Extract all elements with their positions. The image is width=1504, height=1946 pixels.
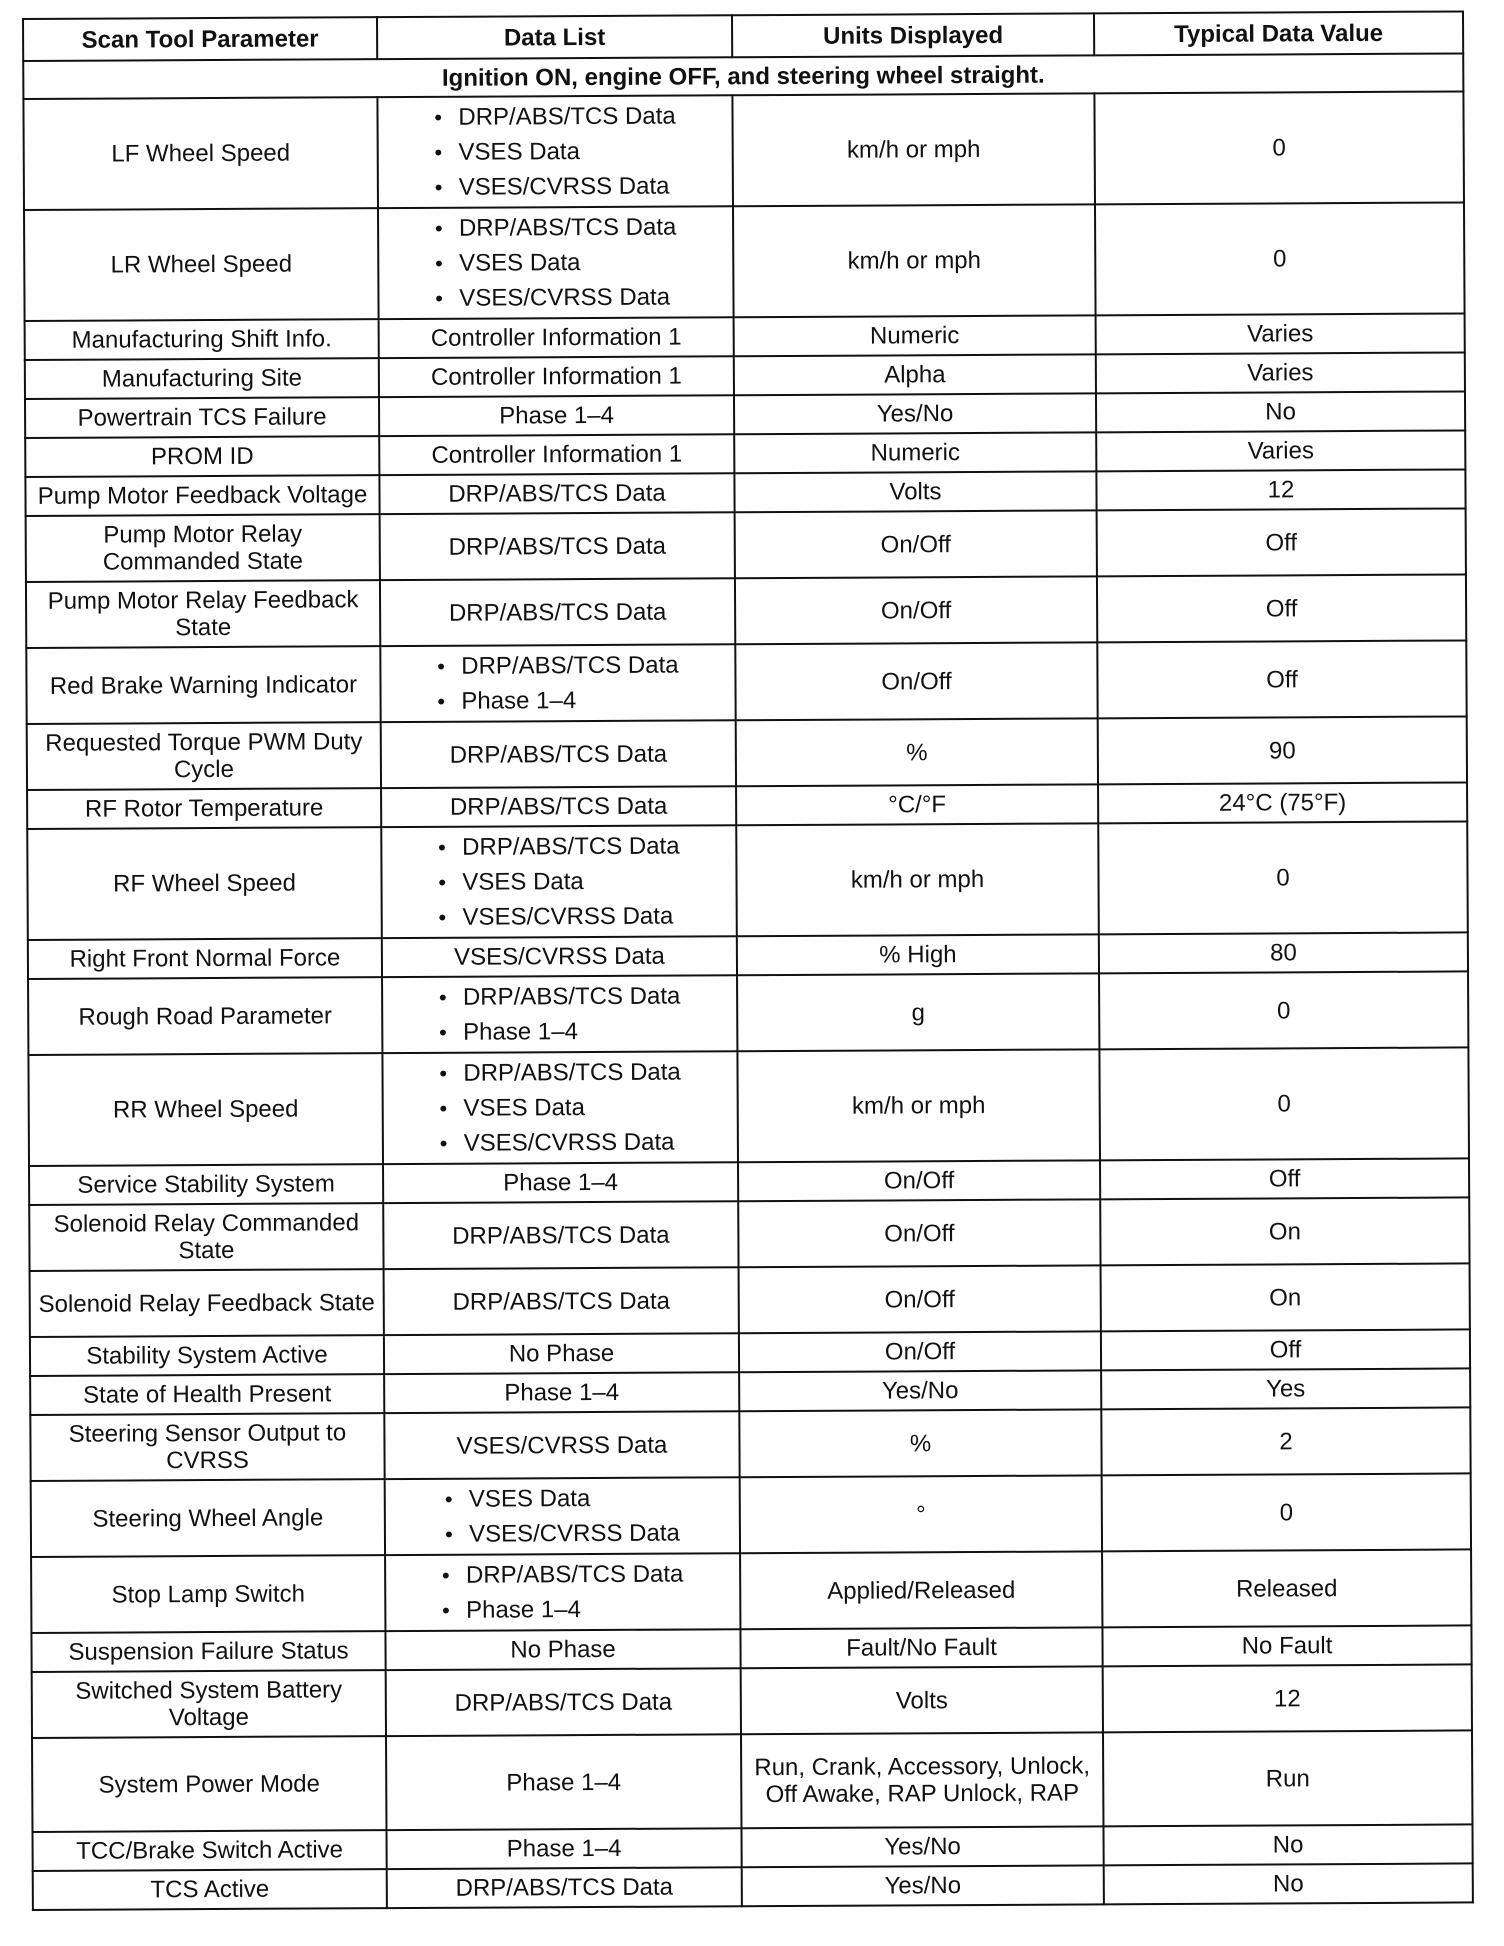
- typical-data-value-cell: 0: [1099, 971, 1468, 1049]
- data-list-item: Controller Information 1: [430, 323, 682, 352]
- scan-tool-parameter-cell: LF Wheel Speed: [23, 97, 378, 210]
- units-displayed-cell: On/Off: [735, 510, 1097, 578]
- scan-tool-parameter-cell: Pump Motor Relay Commanded State: [26, 514, 380, 582]
- data-list-cell: [377, 95, 733, 208]
- units-displayed-cell: On/Off: [735, 642, 1097, 720]
- typical-data-value-cell: 0: [1095, 202, 1465, 315]
- data-list-item: • VSES Data: [434, 134, 676, 170]
- typical-data-value-cell: Off: [1100, 1158, 1469, 1199]
- scan-tool-parameter-cell: RR Wheel Speed: [28, 1053, 383, 1166]
- scan-tool-parameter-cell: PROM ID: [25, 436, 379, 477]
- table-row: [30, 1263, 1470, 1337]
- units-displayed-cell: Numeric: [734, 315, 1096, 356]
- table-row: [31, 1473, 1471, 1557]
- header-scan-tool-parameter: Scan Tool Parameter: [23, 17, 377, 61]
- scan-tool-data-table: [22, 10, 1474, 1911]
- typical-data-value-cell: No: [1096, 391, 1465, 432]
- data-list-cell: [383, 1162, 738, 1203]
- typical-data-value-cell: Varies: [1096, 352, 1465, 393]
- data-list-item: Phase 1–4: [504, 1378, 620, 1407]
- scan-tool-parameter-cell: Manufacturing Shift Info.: [25, 319, 379, 360]
- units-displayed-cell: km/h or mph: [733, 204, 1096, 317]
- scan-tool-parameter-cell: Requested Torque PWM Duty Cycle: [27, 722, 381, 790]
- typical-data-value-cell: Off: [1097, 640, 1466, 718]
- table-row: [27, 716, 1467, 790]
- units-displayed-cell: Yes/No: [734, 393, 1096, 434]
- data-list-item: DRP/ABS/TCS Data: [448, 479, 666, 508]
- data-list-cell: [380, 512, 735, 580]
- units-displayed-cell: %: [739, 1409, 1101, 1477]
- units-displayed-cell: Volts: [734, 471, 1096, 512]
- data-list-bullets: [439, 1055, 681, 1161]
- units-displayed-cell: g: [737, 973, 1099, 1051]
- scan-tool-parameter-cell: Switched System Battery Voltage: [32, 1670, 386, 1738]
- data-list-item: • VSES/CVRSS Data: [445, 1516, 680, 1552]
- data-list-cell: [384, 1372, 739, 1413]
- units-displayed-cell: On/Off: [739, 1265, 1101, 1333]
- data-list-item: DRP/ABS/TCS Data: [449, 792, 668, 821]
- table-row: [32, 1730, 1472, 1832]
- header-row: [23, 11, 1463, 61]
- data-list-cell: [385, 1477, 740, 1555]
- typical-data-value-cell: 90: [1098, 716, 1467, 784]
- scan-tool-parameter-cell: LR Wheel Speed: [24, 208, 379, 321]
- data-list-bullets: [442, 1557, 684, 1628]
- scan-tool-parameter-cell: TCC/Brake Switch Active: [32, 1830, 386, 1871]
- data-list-cell: [386, 1828, 741, 1869]
- data-list-item: DRP/ABS/TCS Data: [449, 740, 668, 769]
- typical-data-value-cell: No Fault: [1102, 1625, 1471, 1666]
- data-list-cell: [384, 1267, 739, 1335]
- typical-data-value-cell: 80: [1099, 932, 1468, 973]
- data-list-item: • DRP/ABS/TCS Data: [434, 99, 676, 135]
- data-list-cell: [385, 1629, 740, 1670]
- table-row: [29, 1197, 1469, 1271]
- typical-data-value-cell: 0: [1102, 1473, 1471, 1551]
- table-row: [27, 821, 1468, 940]
- typical-data-value-cell: 0: [1094, 91, 1464, 204]
- data-list-cell: [384, 1411, 739, 1479]
- scan-tool-parameter-cell: Powertrain TCS Failure: [25, 397, 379, 438]
- data-list-item: • VSES Data: [439, 1090, 681, 1126]
- data-list-item: • DRP/ABS/TCS Data: [435, 210, 677, 246]
- table-row: [23, 91, 1464, 210]
- table-row: [32, 1664, 1472, 1738]
- table-row: [24, 202, 1465, 321]
- data-list-cell: [379, 395, 734, 436]
- data-list-cell: [387, 1867, 742, 1908]
- table-row: [28, 1047, 1469, 1166]
- header-data-list: Data List: [377, 15, 732, 59]
- table-row: [26, 574, 1466, 648]
- scan-tool-parameter-cell: Solenoid Relay Commanded State: [29, 1203, 383, 1271]
- data-list-item: • Phase 1–4: [439, 1014, 681, 1050]
- scan-tool-parameter-cell: Stability System Active: [30, 1335, 384, 1376]
- data-list-item: • VSES/CVRSS Data: [438, 899, 680, 935]
- scan-tool-data-sheet: [22, 10, 1472, 1911]
- units-displayed-cell: Yes/No: [739, 1370, 1101, 1411]
- data-list-item: • VSES Data: [445, 1481, 680, 1517]
- data-list-cell: [379, 356, 734, 397]
- scan-tool-parameter-cell: RF Rotor Temperature: [27, 788, 381, 829]
- typical-data-value-cell: 12: [1096, 469, 1465, 510]
- scan-tool-parameter-cell: Right Front Normal Force: [28, 938, 382, 979]
- table-body: [23, 53, 1473, 1910]
- data-list-item: Controller Information 1: [431, 440, 683, 469]
- data-list-item: DRP/ABS/TCS Data: [452, 1287, 670, 1316]
- data-list-cell: [380, 644, 735, 722]
- scan-tool-parameter-cell: Pump Motor Relay Feedback State: [26, 580, 380, 648]
- data-list-cell: [381, 786, 736, 827]
- units-displayed-cell: Numeric: [734, 432, 1096, 473]
- units-displayed-cell: Yes/No: [742, 1865, 1104, 1906]
- typical-data-value-cell: 0: [1098, 821, 1468, 934]
- data-list-cell: [382, 936, 737, 977]
- table-row: [31, 1549, 1471, 1633]
- data-list-cell: [381, 720, 736, 788]
- data-list-cell: [384, 1333, 739, 1374]
- units-displayed-cell: Fault/No Fault: [740, 1627, 1102, 1668]
- typical-data-value-cell: Released: [1102, 1549, 1471, 1627]
- scan-tool-parameter-cell: Manufacturing Site: [25, 358, 379, 399]
- units-displayed-cell: On/Off: [739, 1331, 1101, 1372]
- typical-data-value-cell: 2: [1101, 1407, 1470, 1475]
- data-list-bullets: [445, 1481, 680, 1552]
- data-list-item: No Phase: [510, 1635, 616, 1664]
- data-list-item: DRP/ABS/TCS Data: [448, 598, 667, 627]
- table-row: [33, 1863, 1473, 1910]
- data-list-item: • VSES/CVRSS Data: [435, 280, 677, 316]
- data-list-cell: [379, 473, 734, 514]
- data-list-item: No Phase: [508, 1339, 615, 1368]
- scan-tool-parameter-cell: System Power Mode: [32, 1736, 386, 1832]
- units-displayed-cell: On/Off: [738, 1160, 1100, 1201]
- scan-tool-parameter-cell: Steering Wheel Angle: [31, 1479, 385, 1557]
- scan-tool-parameter-cell: State of Health Present: [30, 1374, 384, 1415]
- data-list-item: • VSES Data: [438, 864, 680, 900]
- data-list-bullets: [439, 979, 681, 1050]
- data-list-item: VSES/CVRSS Data: [453, 942, 665, 971]
- typical-data-value-cell: No: [1104, 1863, 1473, 1904]
- data-list-cell: [383, 1201, 738, 1269]
- table-row: [30, 1407, 1470, 1481]
- units-displayed-cell: °: [740, 1475, 1102, 1553]
- data-list-item: • VSES/CVRSS Data: [435, 169, 677, 205]
- data-list-item: • DRP/ABS/TCS Data: [437, 648, 679, 684]
- units-displayed-cell: km/h or mph: [736, 823, 1099, 936]
- data-list-item: Phase 1–4: [506, 1768, 622, 1796]
- scan-tool-parameter-cell: Steering Sensor Output to CVRSS: [30, 1413, 384, 1481]
- header-units-displayed: Units Displayed: [732, 13, 1094, 57]
- data-list-cell: [386, 1668, 741, 1736]
- units-displayed-cell: km/h or mph: [737, 1049, 1100, 1162]
- scan-tool-parameter-cell: Pump Motor Feedback Voltage: [25, 475, 379, 516]
- data-list-bullets: [434, 99, 676, 205]
- data-list-item: • DRP/ABS/TCS Data: [439, 1055, 681, 1091]
- data-list-item: DRP/ABS/TCS Data: [452, 1221, 670, 1250]
- typical-data-value-cell: Varies: [1096, 313, 1465, 354]
- data-list-item: VSES/CVRSS Data: [456, 1431, 668, 1460]
- typical-data-value-cell: Varies: [1096, 430, 1465, 471]
- typical-data-value-cell: 12: [1103, 1664, 1472, 1732]
- typical-data-value-cell: No: [1103, 1824, 1472, 1865]
- data-list-item: DRP/ABS/TCS Data: [454, 1688, 673, 1717]
- data-list-item: Phase 1–4: [499, 401, 615, 430]
- units-displayed-cell: Alpha: [734, 354, 1096, 395]
- scan-tool-parameter-cell: TCS Active: [33, 1869, 387, 1910]
- scan-tool-parameter-cell: Red Brake Warning Indicator: [26, 646, 380, 724]
- scan-tool-parameter-cell: Suspension Failure Status: [31, 1631, 385, 1672]
- data-list-cell: [382, 975, 737, 1053]
- units-displayed-cell: On/Off: [738, 1199, 1100, 1267]
- data-list-cell: [380, 578, 735, 646]
- scan-tool-parameter-cell: RF Wheel Speed: [27, 827, 382, 940]
- units-displayed-cell: %: [736, 718, 1098, 786]
- data-list-item: • VSES/CVRSS Data: [440, 1125, 682, 1161]
- data-list-item: DRP/ABS/TCS Data: [448, 532, 667, 561]
- data-list-item: • VSES Data: [435, 245, 677, 281]
- units-displayed-cell: °C/°F: [736, 784, 1098, 825]
- typical-data-value-cell: 0: [1099, 1047, 1469, 1160]
- data-list-cell: [386, 1734, 741, 1830]
- data-list-item: • Phase 1–4: [437, 683, 679, 719]
- table-row: [28, 971, 1468, 1055]
- units-displayed-cell: Run, Crank, Accessory, Unlock, Off Awake, RAP Unlock, RAP: [741, 1732, 1103, 1828]
- typical-data-value-cell: Off: [1101, 1329, 1470, 1370]
- scan-tool-parameter-cell: Rough Road Parameter: [28, 977, 382, 1055]
- data-list-cell: [382, 1051, 738, 1164]
- units-displayed-cell: Volts: [741, 1666, 1103, 1734]
- table-row: [26, 508, 1466, 582]
- data-list-cell: [385, 1553, 740, 1631]
- header-typical-data-value: Typical Data Value: [1094, 11, 1463, 55]
- data-list-cell: [379, 434, 734, 475]
- data-list-item: Controller Information 1: [430, 362, 682, 391]
- typical-data-value-cell: On: [1101, 1263, 1470, 1331]
- units-displayed-cell: km/h or mph: [732, 93, 1095, 206]
- typical-data-value-cell: Run: [1103, 1730, 1472, 1826]
- scan-tool-parameter-cell: Stop Lamp Switch: [31, 1555, 385, 1633]
- data-list-cell: [379, 317, 734, 358]
- data-list-bullets: [435, 210, 677, 316]
- units-displayed-cell: Yes/No: [741, 1826, 1103, 1867]
- typical-data-value-cell: Off: [1097, 574, 1466, 642]
- table-row: [26, 640, 1466, 724]
- units-displayed-cell: % High: [737, 934, 1099, 975]
- data-list-cell: [381, 825, 737, 938]
- data-list-item: • DRP/ABS/TCS Data: [438, 829, 680, 865]
- units-displayed-cell: Applied/Released: [740, 1551, 1102, 1629]
- scan-tool-parameter-cell: Solenoid Relay Feedback State: [30, 1269, 384, 1337]
- data-list-item: • Phase 1–4: [442, 1592, 684, 1628]
- units-displayed-cell: On/Off: [735, 576, 1097, 644]
- typical-data-value-cell: 24°C (75°F): [1098, 782, 1467, 823]
- data-list-item: Phase 1–4: [503, 1168, 619, 1197]
- typical-data-value-cell: Off: [1097, 508, 1466, 576]
- data-list-item: DRP/ABS/TCS Data: [455, 1873, 674, 1902]
- data-list-item: • DRP/ABS/TCS Data: [442, 1557, 684, 1593]
- data-list-bullets: [438, 829, 680, 935]
- scan-tool-parameter-cell: Service Stability System: [29, 1164, 383, 1205]
- condition-note: Ignition ON, engine OFF, and steering wheel straight.: [23, 53, 1463, 99]
- typical-data-value-cell: Yes: [1101, 1368, 1470, 1409]
- data-list-bullets: [437, 648, 679, 719]
- typical-data-value-cell: On: [1100, 1197, 1469, 1265]
- data-list-item: • DRP/ABS/TCS Data: [439, 979, 681, 1015]
- data-list-cell: [378, 206, 734, 319]
- data-list-item: Phase 1–4: [506, 1834, 622, 1863]
